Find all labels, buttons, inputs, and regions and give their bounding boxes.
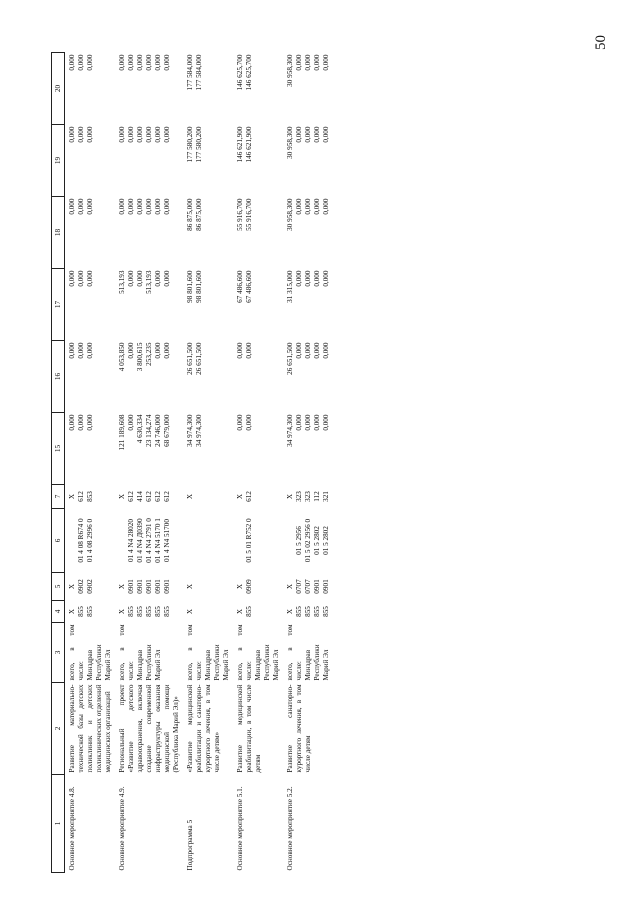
column-header: 19 xyxy=(52,125,65,197)
table-row xyxy=(65,53,115,873)
cell-c20 xyxy=(282,53,332,125)
cell-value: 67 486,600 xyxy=(245,270,253,303)
cell-value: 98 801,600 xyxy=(195,270,203,303)
cell-c7 xyxy=(232,485,282,509)
cell-c4 xyxy=(114,601,182,623)
cell-value: 0,000 xyxy=(322,198,330,215)
cell-c19 xyxy=(114,125,182,197)
cell-value: 34 974,300 xyxy=(195,414,203,447)
cell-value: 0,000 xyxy=(295,198,303,215)
cell-value: 01 4 N4 2791 0 xyxy=(145,518,153,563)
cell-value: 0,000 xyxy=(68,54,76,71)
cell-value: 0,000 xyxy=(313,126,321,143)
cell-value: 0,000 xyxy=(163,270,171,287)
cell-value xyxy=(186,511,195,571)
row-code: Основное мероприятие 5.1. xyxy=(236,786,244,871)
cell-value: 0901 xyxy=(313,579,321,594)
cell-value: 01 5 2802 xyxy=(322,526,330,555)
row-total-label: всего, в том числе: xyxy=(68,624,85,681)
page-number: 50 xyxy=(593,35,609,50)
cell-value: 0,000 xyxy=(304,54,312,71)
row-responsible xyxy=(114,623,182,683)
column-header: 20 xyxy=(52,53,65,125)
column-header: 16 xyxy=(52,341,65,413)
cell-value: 0,000 xyxy=(295,342,303,359)
cell-value: X xyxy=(236,493,244,500)
cell-value: 855 xyxy=(127,606,135,617)
cell-value: 121 189,608 xyxy=(118,414,126,451)
column-header: 4 xyxy=(52,601,65,623)
cell-c20 xyxy=(114,53,182,125)
column-header: 5 xyxy=(52,573,65,601)
cell-value: 0,000 xyxy=(313,198,321,215)
cell-value: 0902 xyxy=(86,579,94,594)
row-responsible xyxy=(65,623,115,683)
cell-c5 xyxy=(282,573,332,601)
cell-value: 0,000 xyxy=(163,342,171,359)
cell-c16 xyxy=(232,341,282,413)
cell-value: 0,000 xyxy=(136,54,144,71)
cell-value: 0,000 xyxy=(245,414,253,431)
cell-c19 xyxy=(182,125,232,197)
column-header: 6 xyxy=(52,509,65,573)
cell-value: 3 800,615 xyxy=(136,342,144,372)
cell-value: 855 xyxy=(145,606,153,617)
row-code: Основное мероприятие 4.9. xyxy=(118,786,126,871)
cell-value: X xyxy=(286,608,294,615)
row-code: Основное мероприятие 4.8. xyxy=(68,786,76,871)
cell-c16 xyxy=(65,341,115,413)
cell-value: 323 xyxy=(295,491,303,502)
cell-c5 xyxy=(182,573,232,601)
cell-value: 0901 xyxy=(145,579,153,594)
cell-value: 0,000 xyxy=(322,342,330,359)
cell-value: 146 625,700 xyxy=(236,54,244,91)
cell-value: 0,000 xyxy=(163,198,171,215)
cell-value: 0901 xyxy=(163,579,171,594)
cell-c6 xyxy=(232,509,282,573)
cell-value: 0,000 xyxy=(304,270,312,287)
cell-c18 xyxy=(282,197,332,269)
cell-value: 0,000 xyxy=(236,342,244,359)
cell-value: 0,000 xyxy=(127,126,135,143)
row-title: «Развитие медицинской реабилитации и санаторно-курортного лечения, в том числе детям» xyxy=(186,684,221,773)
cell-value: 855 xyxy=(163,606,171,617)
cell-value: 855 xyxy=(245,606,253,617)
cell-value: 4 053,850 xyxy=(118,342,126,372)
cell-c15 xyxy=(232,413,282,485)
cell-c4 xyxy=(282,601,332,623)
cell-c17 xyxy=(65,269,115,341)
cell-c17 xyxy=(182,269,232,341)
cell-value: 177 580,200 xyxy=(195,126,203,163)
cell-c5 xyxy=(114,573,182,601)
cell-value: 855 xyxy=(154,606,162,617)
cell-value: 01 4 N4 5170 1 xyxy=(154,518,162,563)
cell-value: X xyxy=(186,493,194,500)
row-total-label: всего, в том числе: xyxy=(186,624,203,681)
cell-c17 xyxy=(282,269,332,341)
cell-value: 26 651,500 xyxy=(286,342,294,375)
cell-value: 26 651,500 xyxy=(186,342,194,375)
cell-value xyxy=(68,511,77,571)
cell-value: 0,000 xyxy=(127,270,135,287)
cell-value: 853 xyxy=(86,491,94,502)
budget-table xyxy=(51,52,332,873)
cell-value: 0,000 xyxy=(145,198,153,215)
cell-c18 xyxy=(232,197,282,269)
cell-c18 xyxy=(182,197,232,269)
cell-c7 xyxy=(65,485,115,509)
cell-c18 xyxy=(114,197,182,269)
cell-c15 xyxy=(182,413,232,485)
cell-value: 0,000 xyxy=(163,54,171,71)
cell-c6 xyxy=(182,509,232,573)
column-header: 1 xyxy=(52,775,65,873)
cell-c17 xyxy=(114,269,182,341)
cell-value: 01 4 N4 51700 xyxy=(163,519,171,562)
cell-c20 xyxy=(232,53,282,125)
table-row xyxy=(232,53,282,873)
cell-value: 01 5 2956 xyxy=(295,526,303,555)
cell-value: 0,000 xyxy=(127,54,135,71)
cell-value: 0,000 xyxy=(154,198,162,215)
cell-value: 98 801,600 xyxy=(186,270,194,303)
row-code: Основное мероприятие 5.2. xyxy=(286,786,294,871)
cell-value: 0,000 xyxy=(136,198,144,215)
row-total-label: всего, в том числе: xyxy=(236,624,253,681)
cell-value: 0,000 xyxy=(86,198,94,215)
cell-value: 321 xyxy=(322,491,330,502)
cell-value: 0,000 xyxy=(295,126,303,143)
cell-value: 0,000 xyxy=(68,198,76,215)
cell-value: X xyxy=(118,583,126,590)
table-row xyxy=(114,53,182,873)
row-title: Развитие материально-технической базы детских поликлиник и детских поликлинических отделений медицинских организаций xyxy=(68,684,112,773)
cell-value: 0,000 xyxy=(154,270,162,287)
cell-c18 xyxy=(65,197,115,269)
cell-c19 xyxy=(65,125,115,197)
cell-value: 177 584,000 xyxy=(195,54,203,91)
cell-value: 612 xyxy=(145,491,153,502)
cell-value: 0,000 xyxy=(313,414,321,431)
cell-value: 0,000 xyxy=(77,198,85,215)
table-row xyxy=(182,53,232,873)
cell-value: 146 625,700 xyxy=(245,54,253,91)
cell-value: 0,000 xyxy=(322,126,330,143)
row-title: Развитие санаторно-курортного лечения, в том числе детям xyxy=(286,684,312,773)
cell-value: 0,000 xyxy=(236,414,244,431)
cell-value: 0,000 xyxy=(86,342,94,359)
cell-value: 01 4 N4 28020 xyxy=(127,519,135,562)
cell-value: 0,000 xyxy=(245,342,253,359)
row-responsible xyxy=(182,623,232,683)
cell-value: 30 958,300 xyxy=(286,54,294,87)
column-header: 7 xyxy=(52,485,65,509)
cell-value: 24 746,000 xyxy=(154,414,162,447)
cell-value: 0,000 xyxy=(68,270,76,287)
cell-c15 xyxy=(114,413,182,485)
row-ministry: Минздрав Республики Марий Эл xyxy=(254,644,280,681)
cell-value: 31 315,000 xyxy=(286,270,294,303)
cell-value: 0,000 xyxy=(295,54,303,71)
row-responsible xyxy=(282,623,332,683)
cell-c20 xyxy=(182,53,232,125)
column-header: 2 xyxy=(52,683,65,775)
cell-c6 xyxy=(65,509,115,573)
cell-value: 855 xyxy=(295,606,303,617)
cell-value: 0901 xyxy=(127,579,135,594)
cell-c4 xyxy=(232,601,282,623)
cell-value: 0,000 xyxy=(163,126,171,143)
cell-c6 xyxy=(114,509,182,573)
cell-value: 112 xyxy=(313,491,321,502)
cell-value: 0,000 xyxy=(77,414,85,431)
cell-c20 xyxy=(65,53,115,125)
row-ministry: Минздрав Республики Марий Эл xyxy=(204,644,230,681)
table-row xyxy=(282,53,332,873)
cell-value: 146 621,900 xyxy=(236,126,244,163)
cell-value: 0,000 xyxy=(127,414,135,431)
row-title: Развитие медицинской реабилитации, в том числе детям xyxy=(236,684,262,773)
row-ministry: Минздрав Республики Марий Эл xyxy=(304,644,330,681)
row-ministry: Минздрав Республики Марий Эл xyxy=(86,644,112,681)
cell-value: 0707 xyxy=(295,579,303,594)
cell-value: 612 xyxy=(163,491,171,502)
cell-value: 0,000 xyxy=(127,342,135,359)
cell-value: X xyxy=(68,493,76,500)
cell-value: 0901 xyxy=(136,579,144,594)
row-total-label: всего, в том числе: xyxy=(286,624,303,681)
cell-value: 0,000 xyxy=(136,126,144,143)
cell-value: X xyxy=(236,583,244,590)
cell-c19 xyxy=(232,125,282,197)
cell-value: 0,000 xyxy=(313,342,321,359)
cell-value: 414 xyxy=(136,491,144,502)
cell-c7 xyxy=(114,485,182,509)
cell-value: 0707 xyxy=(304,579,312,594)
cell-value: 0,000 xyxy=(145,126,153,143)
cell-value: 0,000 xyxy=(145,54,153,71)
cell-value: 0,000 xyxy=(118,54,126,71)
cell-value xyxy=(286,511,295,571)
cell-value: 0,000 xyxy=(304,342,312,359)
rotated-table-container xyxy=(51,53,571,873)
cell-value: X xyxy=(118,608,126,615)
cell-value: 01 5 01 R752 0 xyxy=(245,518,253,563)
cell-value: 513,193 xyxy=(118,270,126,294)
cell-value: 0,000 xyxy=(77,270,85,287)
cell-value: 0,000 xyxy=(68,414,76,431)
cell-c16 xyxy=(182,341,232,413)
cell-value: 0,000 xyxy=(77,54,85,71)
cell-c17 xyxy=(232,269,282,341)
cell-c15 xyxy=(65,413,115,485)
cell-value: 0,000 xyxy=(127,198,135,215)
cell-value: 0909 xyxy=(245,579,253,594)
column-header: 3 xyxy=(52,623,65,683)
cell-value: 855 xyxy=(86,606,94,617)
cell-value: X xyxy=(68,608,76,615)
cell-value: X xyxy=(186,608,194,615)
cell-value: 0,000 xyxy=(68,126,76,143)
cell-value: 0,000 xyxy=(68,342,76,359)
cell-value: 0,000 xyxy=(154,342,162,359)
cell-value: 177 580,200 xyxy=(186,126,194,163)
row-title: Региональный проект «Развитие детского здравоохранения, включая создание современной инфраструктуры оказания медицинской помощи (Республика Марий Эл)» xyxy=(118,684,180,773)
cell-value: 34 974,300 xyxy=(186,414,194,447)
cell-value xyxy=(118,511,127,571)
cell-value: 01 4 N4 Д0390 xyxy=(136,518,144,563)
cell-value: X xyxy=(68,583,76,590)
table-body xyxy=(65,53,333,873)
cell-c6 xyxy=(282,509,332,573)
cell-c4 xyxy=(65,601,115,623)
cell-value: X xyxy=(118,493,126,500)
cell-value: 0,000 xyxy=(154,54,162,71)
cell-value: 612 xyxy=(154,491,162,502)
cell-value: 855 xyxy=(304,606,312,617)
cell-value: 0,000 xyxy=(86,270,94,287)
cell-value: 55 916,700 xyxy=(236,198,244,231)
column-header: 17 xyxy=(52,269,65,341)
cell-value: 0,000 xyxy=(77,342,85,359)
cell-c5 xyxy=(232,573,282,601)
cell-c15 xyxy=(282,413,332,485)
cell-value: 146 621,900 xyxy=(245,126,253,163)
cell-value: 0,000 xyxy=(295,270,303,287)
cell-value: 855 xyxy=(313,606,321,617)
cell-value: 0,000 xyxy=(295,414,303,431)
cell-value: 0901 xyxy=(154,579,162,594)
cell-value: X xyxy=(286,583,294,590)
row-responsible xyxy=(232,623,282,683)
header-row xyxy=(52,53,65,873)
cell-c4 xyxy=(182,601,232,623)
cell-value: X xyxy=(186,583,194,590)
cell-value: 0902 xyxy=(77,579,85,594)
cell-value: 0,000 xyxy=(313,270,321,287)
cell-value: 0,000 xyxy=(154,126,162,143)
row-total-label: всего, в том числе: xyxy=(118,624,135,681)
cell-value: 86 875,000 xyxy=(195,198,203,231)
cell-value: 612 xyxy=(77,491,85,502)
cell-c5 xyxy=(65,573,115,601)
cell-value: 67 486,600 xyxy=(236,270,244,303)
cell-value: 0,000 xyxy=(77,126,85,143)
cell-value: 86 875,000 xyxy=(186,198,194,231)
cell-value xyxy=(236,511,245,571)
cell-c16 xyxy=(282,341,332,413)
cell-value: 0,000 xyxy=(304,126,312,143)
cell-value: 0,000 xyxy=(86,54,94,71)
cell-value: 0,000 xyxy=(86,126,94,143)
column-header: 18 xyxy=(52,197,65,269)
row-ministry: Минздрав Республики Марий Эл xyxy=(136,644,162,681)
cell-value: 0,000 xyxy=(313,54,321,71)
cell-value: 01 4 08 R674 0 xyxy=(77,518,85,563)
cell-value: 30 958,300 xyxy=(286,126,294,159)
cell-value: 4 630,334 xyxy=(136,414,144,444)
cell-value: X xyxy=(286,493,294,500)
cell-value: 0,000 xyxy=(304,414,312,431)
cell-value: 0,000 xyxy=(118,126,126,143)
cell-value: 26 651,500 xyxy=(195,342,203,375)
cell-value: 30 958,300 xyxy=(286,198,294,231)
cell-value: 0,000 xyxy=(86,414,94,431)
cell-value: 01 5 02 2956 0 xyxy=(304,518,312,563)
cell-value: 513,193 xyxy=(145,270,153,294)
cell-value: 0,000 xyxy=(322,54,330,71)
cell-c7 xyxy=(182,485,232,509)
cell-c19 xyxy=(282,125,332,197)
cell-value: X xyxy=(236,608,244,615)
cell-value: 68 679,000 xyxy=(163,414,171,447)
cell-c7 xyxy=(282,485,332,509)
cell-value: 323 xyxy=(304,491,312,502)
cell-value: 01 5 2802 xyxy=(313,526,321,555)
cell-value: 612 xyxy=(127,491,135,502)
cell-value: 612 xyxy=(245,491,253,502)
cell-value: 855 xyxy=(136,606,144,617)
cell-value: 23 134,274 xyxy=(145,414,153,447)
cell-value: 177 584,000 xyxy=(186,54,194,91)
cell-value: 0,000 xyxy=(322,414,330,431)
cell-value: 253,235 xyxy=(145,342,153,366)
cell-value: 0,000 xyxy=(322,270,330,287)
cell-value: 855 xyxy=(322,606,330,617)
cell-value: 55 916,700 xyxy=(245,198,253,231)
cell-value: 0,000 xyxy=(118,198,126,215)
cell-c16 xyxy=(114,341,182,413)
cell-value: 01 4 08 2996 0 xyxy=(86,518,94,563)
cell-value: 34 974,300 xyxy=(286,414,294,447)
cell-value: 0,000 xyxy=(304,198,312,215)
cell-value: 0901 xyxy=(322,579,330,594)
row-code: Подпрограмма 5 xyxy=(186,819,194,871)
cell-value: 855 xyxy=(77,606,85,617)
column-header: 15 xyxy=(52,413,65,485)
cell-value: 0,000 xyxy=(136,270,144,287)
